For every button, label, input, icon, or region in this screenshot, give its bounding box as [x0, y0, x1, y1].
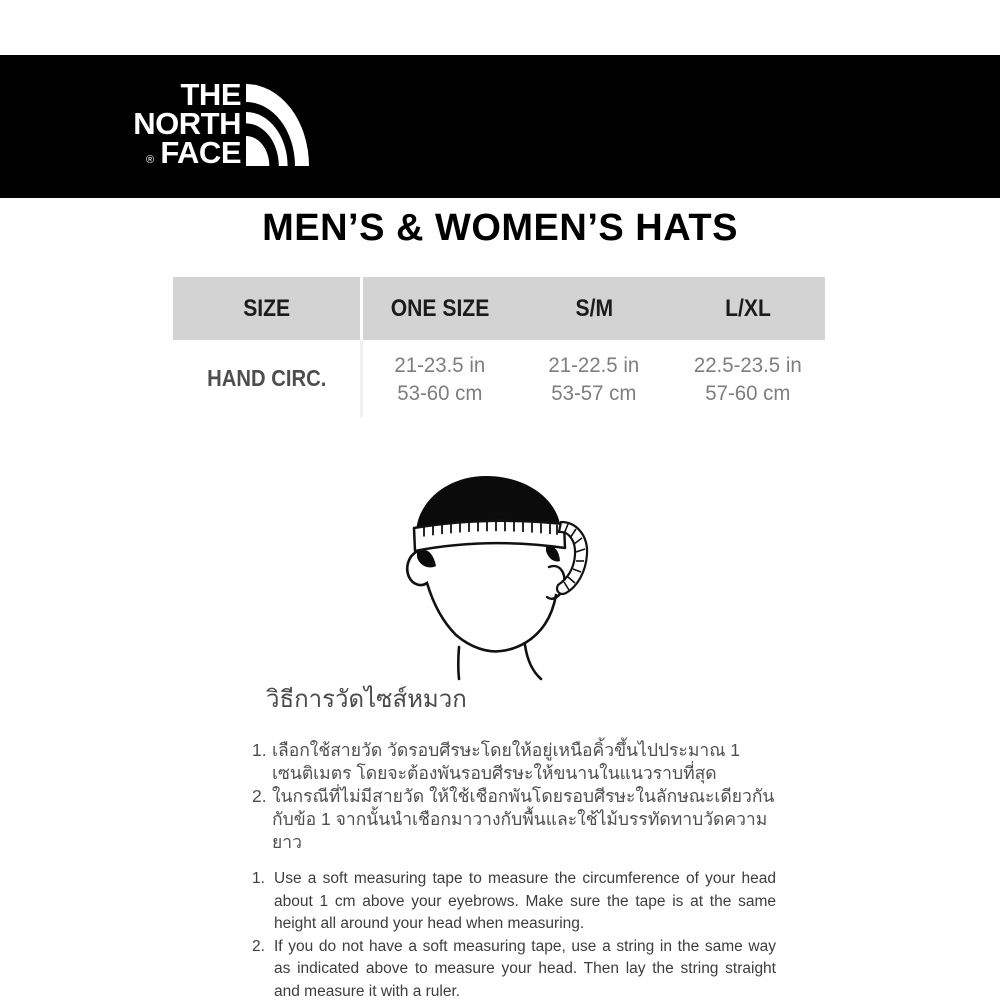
english-instruction-list — [252, 868, 776, 1000]
list-item-number: 1. — [252, 870, 265, 887]
value-sm — [517, 340, 671, 417]
list-item-text: Use a soft measuring tape to measure the circumference of your head about 1 cm above your eyebrows. Make sure the tape is at the same height all around your head when measuring. — [274, 870, 776, 932]
list-item-text: เลือกใช้สายวัด วัดรอบศีรษะโดยให้อยู่เหนือคิ้วขึ้นไปประมาณ 1 เซนติเมตร โดยจะต้องพันรอบศีรษะให้ขนานในแนวราบที่สุด — [272, 740, 741, 783]
brand-banner — [0, 55, 1000, 198]
column-header-lxl: L/XL — [725, 294, 771, 322]
english-instruction-item — [252, 868, 776, 936]
value-one-size-in: 21-23.5 in — [394, 352, 486, 377]
value-sm-cm: 53-57 cm — [551, 380, 637, 405]
column-header-one-size: ONE SIZE — [390, 294, 490, 322]
value-lxl-cm: 57-60 cm — [705, 380, 791, 405]
row-label-hand-circ: HAND CIRC. — [173, 340, 363, 417]
measuring-instructions — [252, 679, 776, 1000]
size-table-header-row — [173, 277, 825, 340]
instructions-heading-thai: วิธีการวัดไซส์หมวก — [266, 686, 467, 713]
thai-instruction-item — [252, 739, 776, 785]
value-lxl-in: 22.5-23.5 in — [694, 352, 802, 377]
logo-line-north: NORTH — [133, 106, 241, 141]
north-face-logo — [121, 77, 241, 170]
list-item-number: 1. — [252, 740, 267, 760]
list-item-number: 2. — [252, 937, 265, 955]
table-row-hand-circ — [173, 340, 825, 417]
list-item-text: If you do not have a soft measuring tape, use a string in the same way as indicated above to measure your head. Then lay the string straight and measure it with a ruler. — [274, 937, 776, 1000]
column-header-size: SIZE — [173, 277, 363, 340]
english-instruction-item — [252, 936, 776, 1000]
half-dome-icon — [246, 84, 309, 166]
thai-instruction-item — [252, 785, 776, 854]
registered-trademark-symbol: ® — [146, 154, 155, 166]
value-one-size-cm: 53-60 cm — [397, 380, 483, 405]
value-lxl — [671, 340, 825, 417]
head-measurement-illustration — [402, 462, 632, 697]
logo-line-face: FACE — [160, 135, 241, 170]
list-item-number: 2. — [252, 786, 267, 806]
value-one-size — [363, 340, 517, 417]
logo-line-the: THE — [180, 77, 241, 112]
thai-instruction-list — [252, 739, 776, 854]
value-sm-in: 21-22.5 in — [548, 352, 640, 377]
page-title: MEN’S & WOMEN’S HATS — [262, 207, 738, 249]
column-header-sm: S/M — [575, 294, 613, 322]
list-item-text: ในกรณีที่ไม่มีสายวัด ให้ใช้เชือกพันโดยรอบศีรษะในลักษณะเดียวกันกับข้อ 1 จากนั้นนำเชือกมาวางกับพื้นและใช้ไม้บรรทัดทาบวัดความยาว — [272, 786, 775, 852]
size-table — [173, 277, 825, 417]
